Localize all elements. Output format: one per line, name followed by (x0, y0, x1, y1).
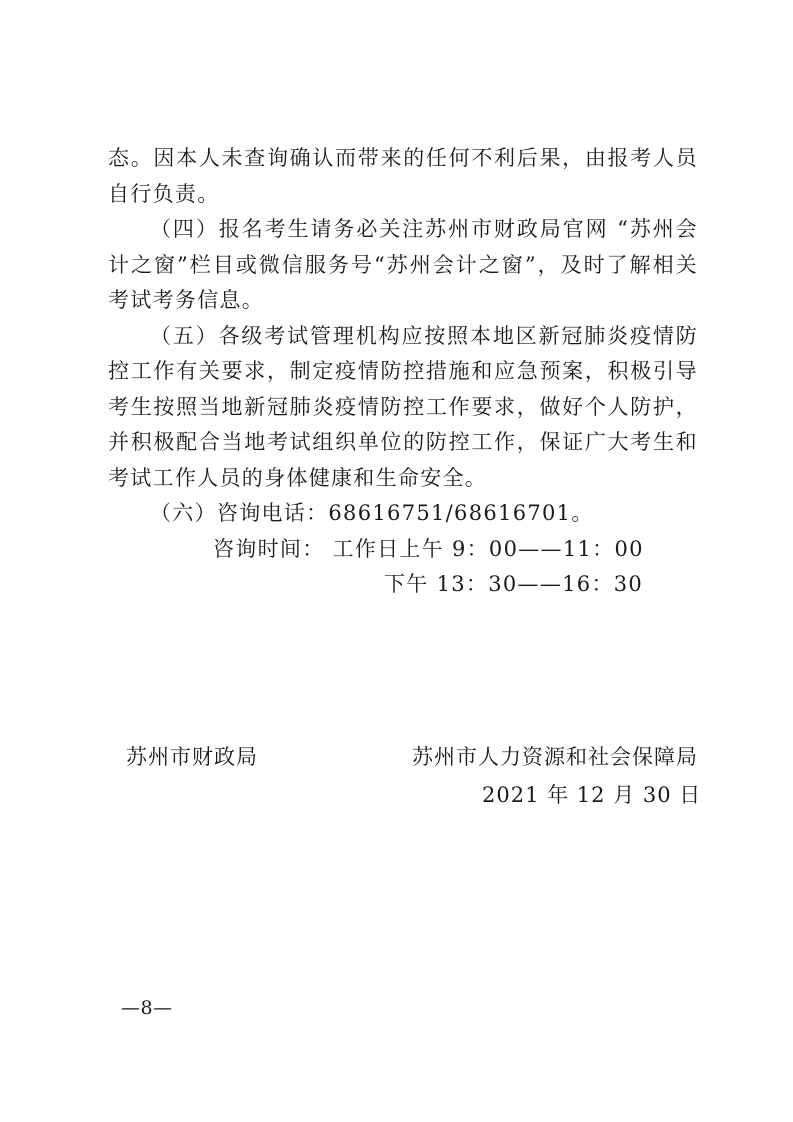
signature-org-hr-bureau: 苏州市人力资源和社会保障局 (412, 745, 698, 769)
page-number: —8— (121, 997, 173, 1019)
consultation-time-afternoon: 下午 13：30——16：30 (384, 572, 644, 596)
paragraph-item-6-phone: （六）咨询电话：68616751/68616701。 (150, 501, 594, 525)
paragraph-continuation: 态。因本人未查询确认而带来的任何不利后果，由报考人员自行负责。 (108, 146, 698, 206)
paragraph-item-5: （五）各级考试管理机构应按照本地区新冠肺炎疫情防控工作有关要求，制定疫情防控措施和应急预案，积极引导考生按照当地新冠肺炎疫情防控工作要求，做好个人防护，并积极配合当地考试组织单位的防控工作，保证广大考生和考试工作人员的身体健康和生命安全。 (108, 323, 698, 490)
paragraph-item-4: （四）报名考生请务必关注苏州市财政局官网 “苏州会计之窗”栏目或微信服务号“苏州会计之窗”，及时了解相关考试考务信息。 (108, 217, 698, 312)
consultation-time-morning: 咨询时间： 工作日上午 9：00——11：00 (213, 536, 644, 561)
signature-org-finance-bureau: 苏州市财政局 (126, 745, 258, 769)
document-body (108, 141, 698, 603)
signature-date: 2021 年 12 月 30 日 (482, 783, 702, 807)
